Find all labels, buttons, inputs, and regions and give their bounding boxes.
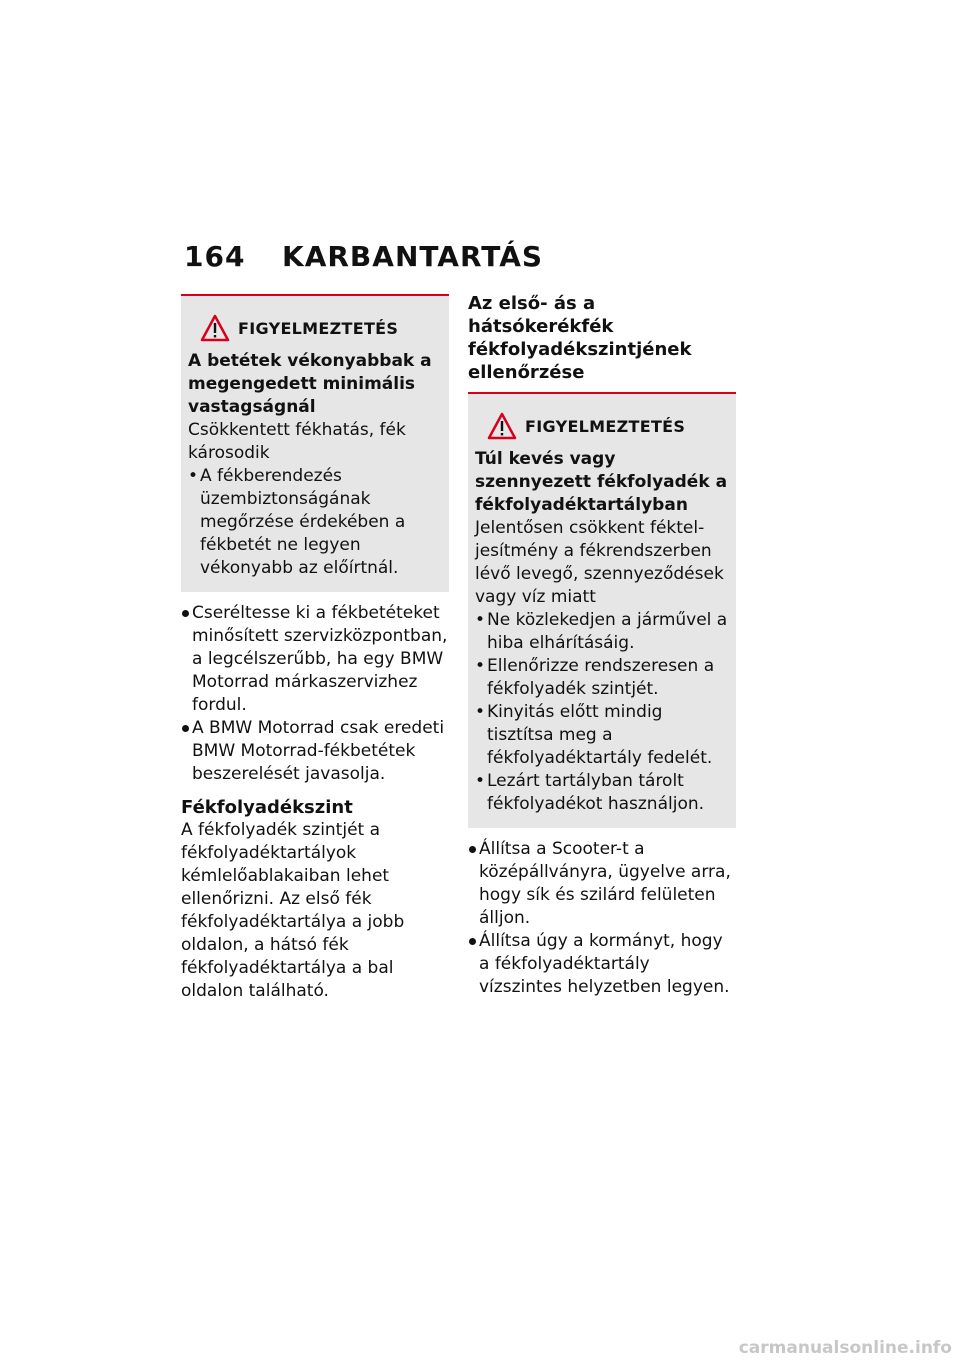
action-list [468,838,736,999]
warning-label: FIGYELMEZTETÉS [238,318,399,338]
warning-bullets [475,609,728,816]
warning-header [487,412,728,440]
warning-label: FIGYELMEZTETÉS [525,416,686,436]
chapter-title: KARBANTARTÁS [282,240,544,273]
warning-box-left [181,294,449,592]
warning-bullet: • Ellenőrizze rendszeresen a fékfolyadék szintjét. [475,655,728,701]
warning-text: Jelentősen csökkent fékteljesítmény a fékrendszerben lévő levegő, szennyeződések vagy víz miatt [475,518,724,607]
warning-bullet: • Kinyitás előtt mindig tisztítsa meg a fékfolyadéktartály fedelét. [475,701,728,770]
warning-bullet: • Ne közlekedjen a járművel a hiba elhárításáig. [475,609,728,655]
right-column [468,292,736,999]
action-item: Állítsa úgy a kormányt, hogy a fékfolyadéktartály vízszintes helyzetben legyen. [468,930,736,999]
warning-title: A betétek vékonyabbak a megengedett minimális vastagságnál [188,351,432,417]
section-text: A fékfolyadék szintjét a fékfolyadéktartályok kémlelőablakaiban lehet ellenőrizni. Az első fék fékfolyadéktartálya a jobb oldalon, a hátsó fék fékfolyadéktartálya a bal oldalon található. [181,820,405,1001]
page-header [184,240,543,273]
warning-title: Túl kevés vagy szennyezett fékfolyadék a fékfolyadéktartályban [475,449,728,515]
action-item: Állítsa a Scooter-t a középállványra, ügyelve arra, hogy sík és szilárd felületen álljon. [468,838,736,930]
page-number: 164 [184,240,246,273]
warning-bullets [188,465,441,580]
warning-box-right [468,392,736,828]
watermark: carmanualsonline.info [738,1338,952,1358]
warning-bullet: • A fékberendezés üzembiztonságának megőrzése érdekében a fékbetét ne legyen vékonyabb az előírtnál. [188,465,441,580]
action-item: Cseréltesse ki a fékbetéteket minősített szervizközpontban, a legcélszerűbb, ha egy BMW Motorrad márkaszervizhez fordul. [181,602,449,717]
warning-bullet: • Lezárt tartályban tárolt fékfolyadékot használjon. [475,770,728,816]
action-list [181,602,449,786]
section-title: Fékfolyadékszint [181,797,353,818]
action-item: A BMW Motorrad csak eredeti BMW Motorrad-fékbetétek beszerelését javasolja. [181,717,449,786]
warning-triangle-icon [487,412,517,440]
warning-text: Csökkentett fékhatás, fék károsodik [188,420,406,463]
warning-header [200,314,441,342]
left-column [181,294,449,1003]
section-title: Az első- ás a hátsókerékfék fékfolyadékszintjének ellenőrzése [468,293,692,383]
warning-triangle-icon [200,314,230,342]
